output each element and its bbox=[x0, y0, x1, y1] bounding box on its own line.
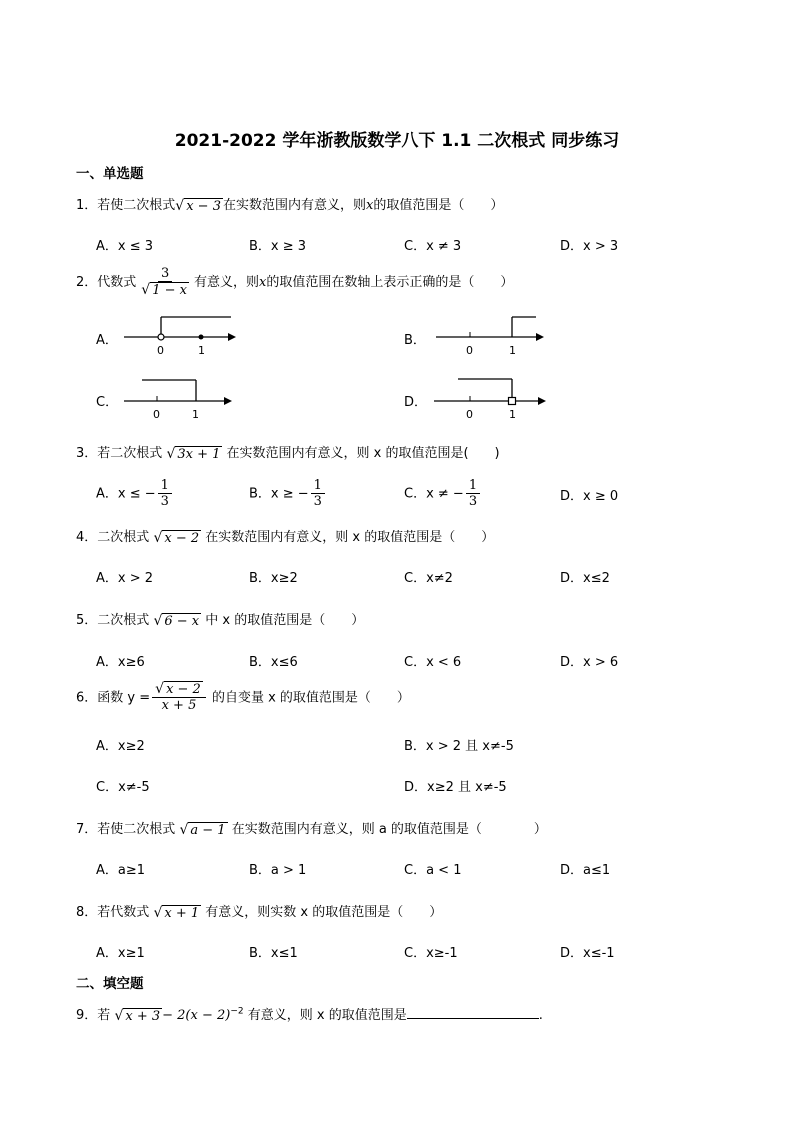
tick-label-0: 0 bbox=[153, 408, 160, 421]
q8-option-c[interactable]: C．x≥-1 bbox=[404, 946, 458, 961]
question-text: 若二次根式 bbox=[97, 446, 163, 461]
question-number: 7． bbox=[76, 822, 98, 837]
q1-option-c[interactable]: C．x ≠ 3 bbox=[404, 239, 462, 254]
question-text: 在实数范围内有意义，则 a 的取值范围是（ ） bbox=[231, 822, 547, 837]
fraction: $\frac{√ x - 2}{x + 5}$ bbox=[152, 682, 206, 714]
q5-option-a[interactable]: A．x≥6 bbox=[96, 655, 145, 670]
tick-label-0: 0 bbox=[157, 344, 164, 357]
fraction: $\frac{1}{3}$ bbox=[311, 478, 325, 510]
q2-option-d-label[interactable]: D． bbox=[404, 395, 428, 410]
question-text: 有意义，则实数 x 的取值范围是（ ） bbox=[205, 905, 443, 920]
question-3 bbox=[76, 442, 500, 462]
q6-option-b[interactable]: B．x > 2 且 x≠-5 bbox=[404, 739, 514, 754]
q5-option-c[interactable]: C．x < 6 bbox=[404, 655, 462, 670]
tick-label-0: 0 bbox=[466, 408, 473, 421]
question-text: 代数式 bbox=[97, 275, 137, 290]
q7-option-a[interactable]: A．a≥1 bbox=[96, 863, 146, 878]
expression: − 2(x − 2) bbox=[162, 1008, 231, 1023]
q1-option-a[interactable]: A．x ≤ 3 bbox=[96, 239, 154, 254]
question-text: 函数 y = bbox=[97, 690, 151, 706]
q7-option-b[interactable]: B．a > 1 bbox=[249, 863, 307, 878]
question-text: 若代数式 bbox=[97, 905, 150, 920]
question-text: 若使二次根式 bbox=[97, 822, 176, 837]
question-text: 的自变量 x 的取值范围是（ ） bbox=[211, 690, 410, 706]
radical-expression: √ x − 2 bbox=[153, 529, 200, 546]
question-text: 的取值范围在数轴上表示正确的是（ ） bbox=[266, 275, 514, 290]
question-text: 二次根式 bbox=[97, 613, 150, 628]
question-number: 5． bbox=[76, 613, 98, 628]
question-text: 有意义，则 x 的取值范围是 bbox=[247, 1008, 407, 1023]
q2-option-c-label[interactable]: C． bbox=[96, 395, 119, 410]
radical-expression: √ 1 − x bbox=[141, 282, 187, 298]
q6-option-d[interactable]: D．x≥2 且 x≠-5 bbox=[404, 780, 507, 795]
q5-option-d[interactable]: D．x > 6 bbox=[560, 655, 619, 670]
q6-option-a[interactable]: A．x≥2 bbox=[96, 739, 145, 754]
fraction: $\frac{3}{√ 1 - x}$ bbox=[141, 266, 187, 298]
q2-option-b-label[interactable]: B． bbox=[404, 333, 426, 348]
section-heading-fill-in: 二、填空题 bbox=[76, 976, 144, 992]
question-7 bbox=[76, 818, 547, 838]
question-number: 4． bbox=[76, 530, 98, 545]
q7-option-c[interactable]: C．a < 1 bbox=[404, 863, 462, 878]
tick-label-1: 1 bbox=[192, 408, 199, 421]
tick-label-1: 1 bbox=[198, 344, 205, 357]
question-8 bbox=[76, 901, 442, 921]
radical-expression: √ x − 3 bbox=[175, 197, 221, 214]
question-text: 的取值范围是（ ） bbox=[373, 198, 504, 213]
q8-option-a[interactable]: A．x≥1 bbox=[96, 946, 145, 961]
q6-option-c[interactable]: C．x≠-5 bbox=[96, 780, 150, 795]
open-point bbox=[509, 398, 516, 405]
q3-option-d[interactable]: D．x ≥ 0 bbox=[560, 489, 619, 504]
open-point bbox=[158, 334, 164, 340]
radical-expression: √ x − 2 bbox=[155, 681, 201, 697]
radical-expression: √ 6 − x bbox=[153, 612, 200, 629]
variable: x bbox=[366, 198, 374, 213]
question-number: 9． bbox=[76, 1008, 98, 1023]
tick-label-0: 0 bbox=[466, 344, 473, 357]
q4-option-a[interactable]: A．x > 2 bbox=[96, 571, 154, 586]
q8-option-b[interactable]: B．x≤1 bbox=[249, 946, 298, 961]
question-text: 在实数范围内有意义，则 x 的取值范围是（ ） bbox=[205, 530, 495, 545]
fraction: $\frac{1}{3}$ bbox=[158, 478, 172, 510]
q8-option-d[interactable]: D．x≤-1 bbox=[560, 946, 615, 961]
question-number: 3． bbox=[76, 446, 98, 461]
radical-expression: √ a − 1 bbox=[179, 821, 226, 838]
q3-option-a[interactable]: A．x ≤ − $\frac{1}{3}$ bbox=[96, 478, 174, 510]
q4-option-b[interactable]: B．x≥2 bbox=[249, 571, 298, 586]
fraction: $\frac{1}{3}$ bbox=[466, 478, 480, 510]
question-text: 中 x 的取值范围是（ ） bbox=[205, 613, 365, 628]
q2-option-a-label[interactable]: A． bbox=[96, 333, 118, 348]
q4-option-d[interactable]: D．x≤2 bbox=[560, 571, 610, 586]
q7-option-d[interactable]: D．a≤1 bbox=[560, 863, 611, 878]
radical-expression: √ 3x + 1 bbox=[166, 445, 221, 462]
question-number: 6． bbox=[76, 690, 98, 706]
variable: x bbox=[259, 275, 267, 290]
number-line-d[interactable] bbox=[430, 374, 550, 422]
number-line-c[interactable] bbox=[120, 374, 240, 422]
question-text: 在实数范围内有意义，则 bbox=[222, 198, 366, 213]
tick-point bbox=[199, 335, 204, 340]
q4-option-c[interactable]: C．x≠2 bbox=[404, 571, 453, 586]
q3-option-b[interactable]: B．x ≥ − $\frac{1}{3}$ bbox=[249, 478, 327, 510]
question-5 bbox=[76, 609, 364, 629]
question-text: 在实数范围内有意义，则 x 的取值范围是( ) bbox=[226, 446, 500, 461]
page-title: 2021-2022 学年浙教版数学八下 1.1 二次根式 同步练习 bbox=[174, 131, 620, 151]
q3-option-c[interactable]: C．x ≠ − $\frac{1}{3}$ bbox=[404, 478, 482, 510]
question-text: 若 bbox=[97, 1008, 111, 1023]
question-text: 二次根式 bbox=[97, 530, 150, 545]
number-line-a[interactable] bbox=[120, 312, 240, 360]
tick-label-1: 1 bbox=[509, 408, 516, 421]
question-2 bbox=[76, 266, 513, 299]
tick-label-1: 1 bbox=[509, 344, 516, 357]
question-number: 2． bbox=[76, 275, 98, 290]
exponent: −2 bbox=[230, 1006, 244, 1017]
question-9: 9．若 √ $x + 3 - 2(x - 2)^{-2}$ 有意义，则 x 的取值范围是 . bbox=[76, 1006, 543, 1024]
question-text: 有意义，则 bbox=[193, 275, 259, 290]
question-text: 若使二次根式 bbox=[97, 198, 176, 213]
q5-option-b[interactable]: B．x≤6 bbox=[249, 655, 298, 670]
radical-expression: √ x + 3 bbox=[114, 1007, 161, 1024]
answer-blank[interactable] bbox=[407, 1006, 539, 1019]
q1-option-b[interactable]: B．x ≥ 3 bbox=[249, 239, 307, 254]
section-heading-single-choice: 一、单选题 bbox=[76, 166, 144, 182]
question-number: 8． bbox=[76, 905, 98, 920]
q1-option-d[interactable]: D．x > 3 bbox=[560, 239, 619, 254]
radical-expression: √ x + 1 bbox=[153, 904, 200, 921]
number-line-b[interactable] bbox=[430, 312, 550, 360]
question-1 bbox=[76, 194, 503, 214]
question-number: 1． bbox=[76, 198, 98, 213]
question-4 bbox=[76, 526, 494, 546]
question-6 bbox=[76, 682, 410, 714]
